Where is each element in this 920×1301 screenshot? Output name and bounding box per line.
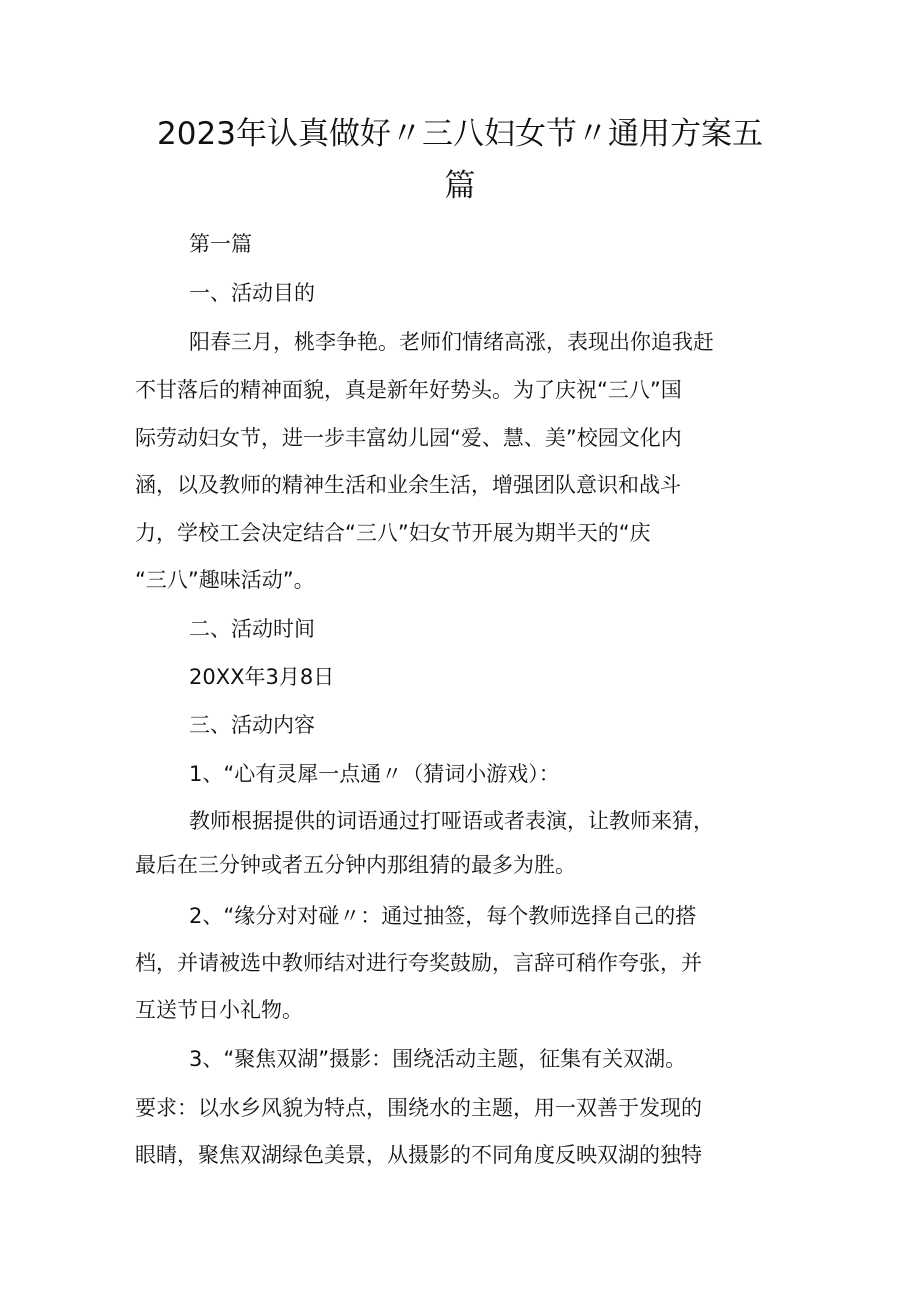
paragraph-line: 档，并请被选中教师结对进行夸奖鼓励，言辞可稍作夸张，并 <box>135 951 702 975</box>
paragraph-line: 教师根据提供的词语通过打哑语或者表演，让教师来猜， <box>189 809 714 833</box>
paragraph-line: “三八”趣味活动”。 <box>135 568 315 592</box>
paragraph-line: 不甘落后的精神面貌，真是新年好势头。为了庆祝“三八”国 <box>135 378 682 402</box>
paragraph-line: 互送节日小礼物。 <box>135 998 303 1022</box>
paragraph-line: 涵，以及教师的精神生活和业余生活，增强团队意识和战斗 <box>135 473 681 497</box>
item-2-line: 2、“缘分对对碰〃：通过抽签，每个教师选择自己的搭 <box>189 904 697 928</box>
paragraph-line: 力，学校工会决定结合“三八”妇女节开展为期半天的“庆 <box>135 521 651 545</box>
paragraph-line: 眼睛，聚焦双湖绿色美景，从摄影的不同角度反映双湖的独特 <box>135 1143 702 1167</box>
heading-content: 三、活动内容 <box>189 713 315 737</box>
title-line-2: 篇 <box>444 168 476 204</box>
paragraph-line: 最后在三分钟或者五分钟内那组猜的最多为胜。 <box>135 853 576 877</box>
document-title <box>130 108 790 212</box>
item-1-heading: 1、“心有灵犀一点通〃（猜词小游戏）： <box>189 762 560 786</box>
paragraph-line: 际劳动妇女节，进一步丰富幼儿园“爱、慧、美”校园文化内 <box>135 426 682 450</box>
item-3-line: 3、“聚焦双湖”摄影：围绕活动主题，征集有关双湖。 <box>189 1047 687 1071</box>
title-line-1: 2023年认真做好〃三八妇女节〃通用方案五 <box>157 116 763 152</box>
date-text: 20XX年3月8日 <box>189 665 335 689</box>
heading-time: 二、活动时间 <box>189 617 315 641</box>
heading-purpose: 一、活动目的 <box>189 281 315 305</box>
section-label: 第一篇 <box>189 232 252 256</box>
paragraph-line: 要求：以水乡风貌为特点，围绕水的主题，用一双善于发现的 <box>135 1096 702 1120</box>
paragraph-line: 阳春三月，桃李争艳。老师们情绪高涨，表现出你追我赶 <box>189 330 714 354</box>
